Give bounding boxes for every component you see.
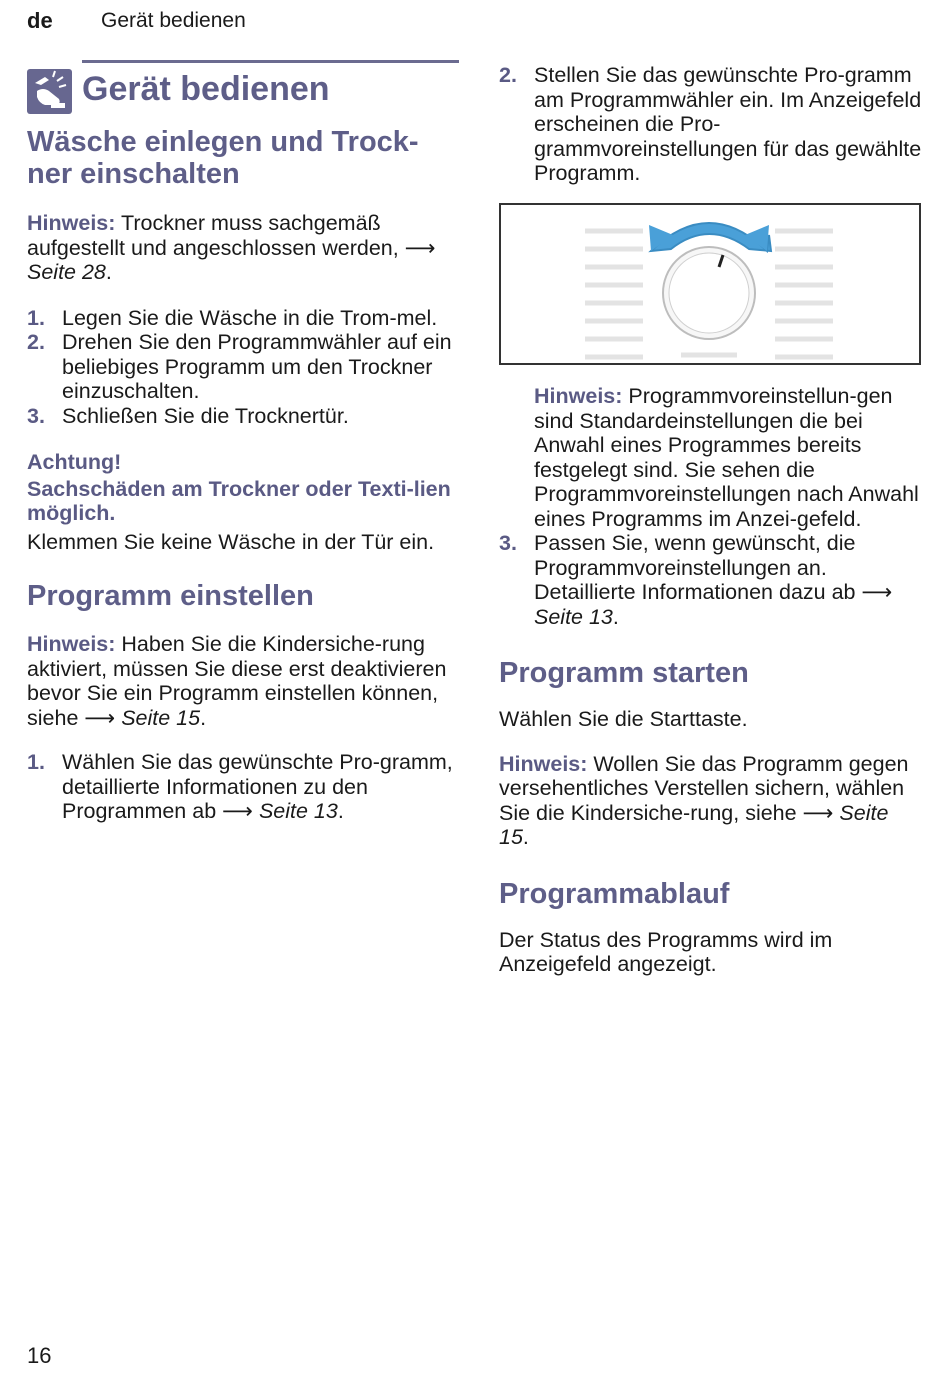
header-title: Gerät bedienen <box>101 9 246 32</box>
steps-list <box>27 306 459 429</box>
note-label: Hinweis: <box>534 384 623 408</box>
page-reference[interactable]: Seite 15 <box>121 705 201 730</box>
page-reference[interactable]: Seite 13 <box>258 799 338 823</box>
step-text: Stellen Sie das gewünschte Pro-gramm am Programmwähler ein. Im Anzeigefeld erscheinen die Pro-grammvoreinstellungen für das gewählte Programm. <box>534 63 922 185</box>
step-text-body: Passen Sie, wenn gewünscht, die Programmvoreinstellungen an. Detaillierte Informationen dazu ab <box>534 531 856 604</box>
start-text: Wählen Sie die Starttaste. <box>499 707 748 731</box>
step-text: Schließen Sie die Trocknertür. <box>62 403 349 428</box>
arrow-right-icon: ⟶ <box>222 799 253 823</box>
arrow-right-icon: ⟶ <box>861 580 893 604</box>
warning-text: Klemmen Sie keine Wäsche in der Tür ein. <box>27 529 435 554</box>
list-item <box>27 404 459 429</box>
section-heading-start-program: Programm starten <box>499 657 749 689</box>
note-label: Hinweis: <box>499 751 588 776</box>
sequence-text: Der Status des Programms wird im Anzeigefeld angezeigt. <box>499 927 833 976</box>
step-text: Wählen Sie das gewünschte Pro-gramm, detaillierte Informationen zu den Programmen ab ⟶ Seite 13. <box>62 750 453 823</box>
arrow-right-icon: ⟶ <box>404 235 436 260</box>
note-installation: Hinweis: Trockner muss sachgemäß aufgestellt und angeschlossen werden, ⟶ Seite 28. <box>27 211 436 284</box>
program-dial-icon <box>501 205 919 363</box>
program-dial-illustration <box>499 203 921 365</box>
list-item <box>27 306 459 331</box>
note-text: Programmvoreinstellun-gen sind Standardeinstellungen die bei Anwahl eines Programmes bereits festgelegt sind. Sie sehen die Programmvoreinstellungen nach Anwahl eines Programms im Anzei-gefeld. <box>534 384 919 531</box>
section-heading-load-laundry: Wäsche einlegen und Trock-ner einschalten <box>27 126 419 190</box>
section-heading-set-program: Programm einstellen <box>27 580 314 612</box>
left-column <box>27 60 459 824</box>
note-text: Trockner muss sachgemäß aufgestellt und angeschlossen werden, <box>27 211 399 260</box>
note-lock-program: Hinweis: Wollen Sie das Programm gegen versehentliches Verstellen sichern, wählen Sie die Kindersiche-rung, siehe ⟶ Seite 15. <box>499 751 909 849</box>
arrow-right-icon: ⟶ <box>84 705 116 730</box>
page-reference[interactable]: Seite 13 <box>534 604 613 629</box>
language-code: de <box>27 8 53 33</box>
note-child-lock: Hinweis: Haben Sie die Kindersiche-rung aktiviert, müssen Sie diese erst deaktivieren bevor Sie ein Programm einstellen können, siehe ⟶ Seite 15. <box>27 632 447 730</box>
arrow-right-icon: ⟶ <box>802 800 834 825</box>
step-number: 3. <box>499 531 517 555</box>
section-heading-program-sequence: Programmablauf <box>499 877 730 910</box>
step-number: 1. <box>27 750 45 774</box>
step-number: 2. <box>499 63 517 87</box>
note-presets <box>534 384 924 531</box>
note-text: Wollen Sie das Programm gegen versehentliches Verstellen sichern, wählen Sie die Kindersiche-rung, siehe <box>499 751 909 825</box>
main-title: Gerät bedienen <box>82 70 330 108</box>
list-item <box>499 63 924 186</box>
step-number: 3. <box>27 403 45 428</box>
step-text: Passen Sie, wenn gewünscht, die Programmvoreinstellungen an. Detaillierte Informationen dazu ab ⟶ Seite 13. <box>534 531 893 629</box>
note-label: Hinweis: <box>27 211 116 235</box>
right-column-continued <box>499 384 924 977</box>
note-label: Hinweis: <box>27 632 116 656</box>
warning-title: Achtung! <box>27 450 122 474</box>
warning-subtitle: Sachschäden am Trockner oder Texti-lien möglich. <box>27 476 451 525</box>
right-column <box>499 63 924 186</box>
step-number: 2. <box>27 330 45 354</box>
step-number: 1. <box>27 305 45 330</box>
step-text: Legen Sie die Wäsche in die Trom-mel. <box>62 305 438 330</box>
page-reference[interactable]: Seite 28 <box>27 260 106 284</box>
note-text: Haben Sie die Kindersiche-rung aktiviert, müssen Sie diese erst deaktivieren bevor Sie ein Programm einstellen können, siehe <box>27 632 447 730</box>
list-item <box>499 531 924 629</box>
step-text-body: Wählen Sie das gewünschte Pro-gramm, detaillierte Informationen zu den Programmen ab <box>62 750 453 823</box>
hand-operating-icon <box>27 69 72 114</box>
step-text: Drehen Sie den Programmwähler auf ein beliebiges Programm um den Trockner einzuschalten. <box>62 330 452 403</box>
page-reference[interactable]: Seite 15 <box>499 800 889 849</box>
list-item <box>27 330 459 404</box>
list-item <box>27 750 459 824</box>
page-number: 16 <box>27 1343 52 1368</box>
